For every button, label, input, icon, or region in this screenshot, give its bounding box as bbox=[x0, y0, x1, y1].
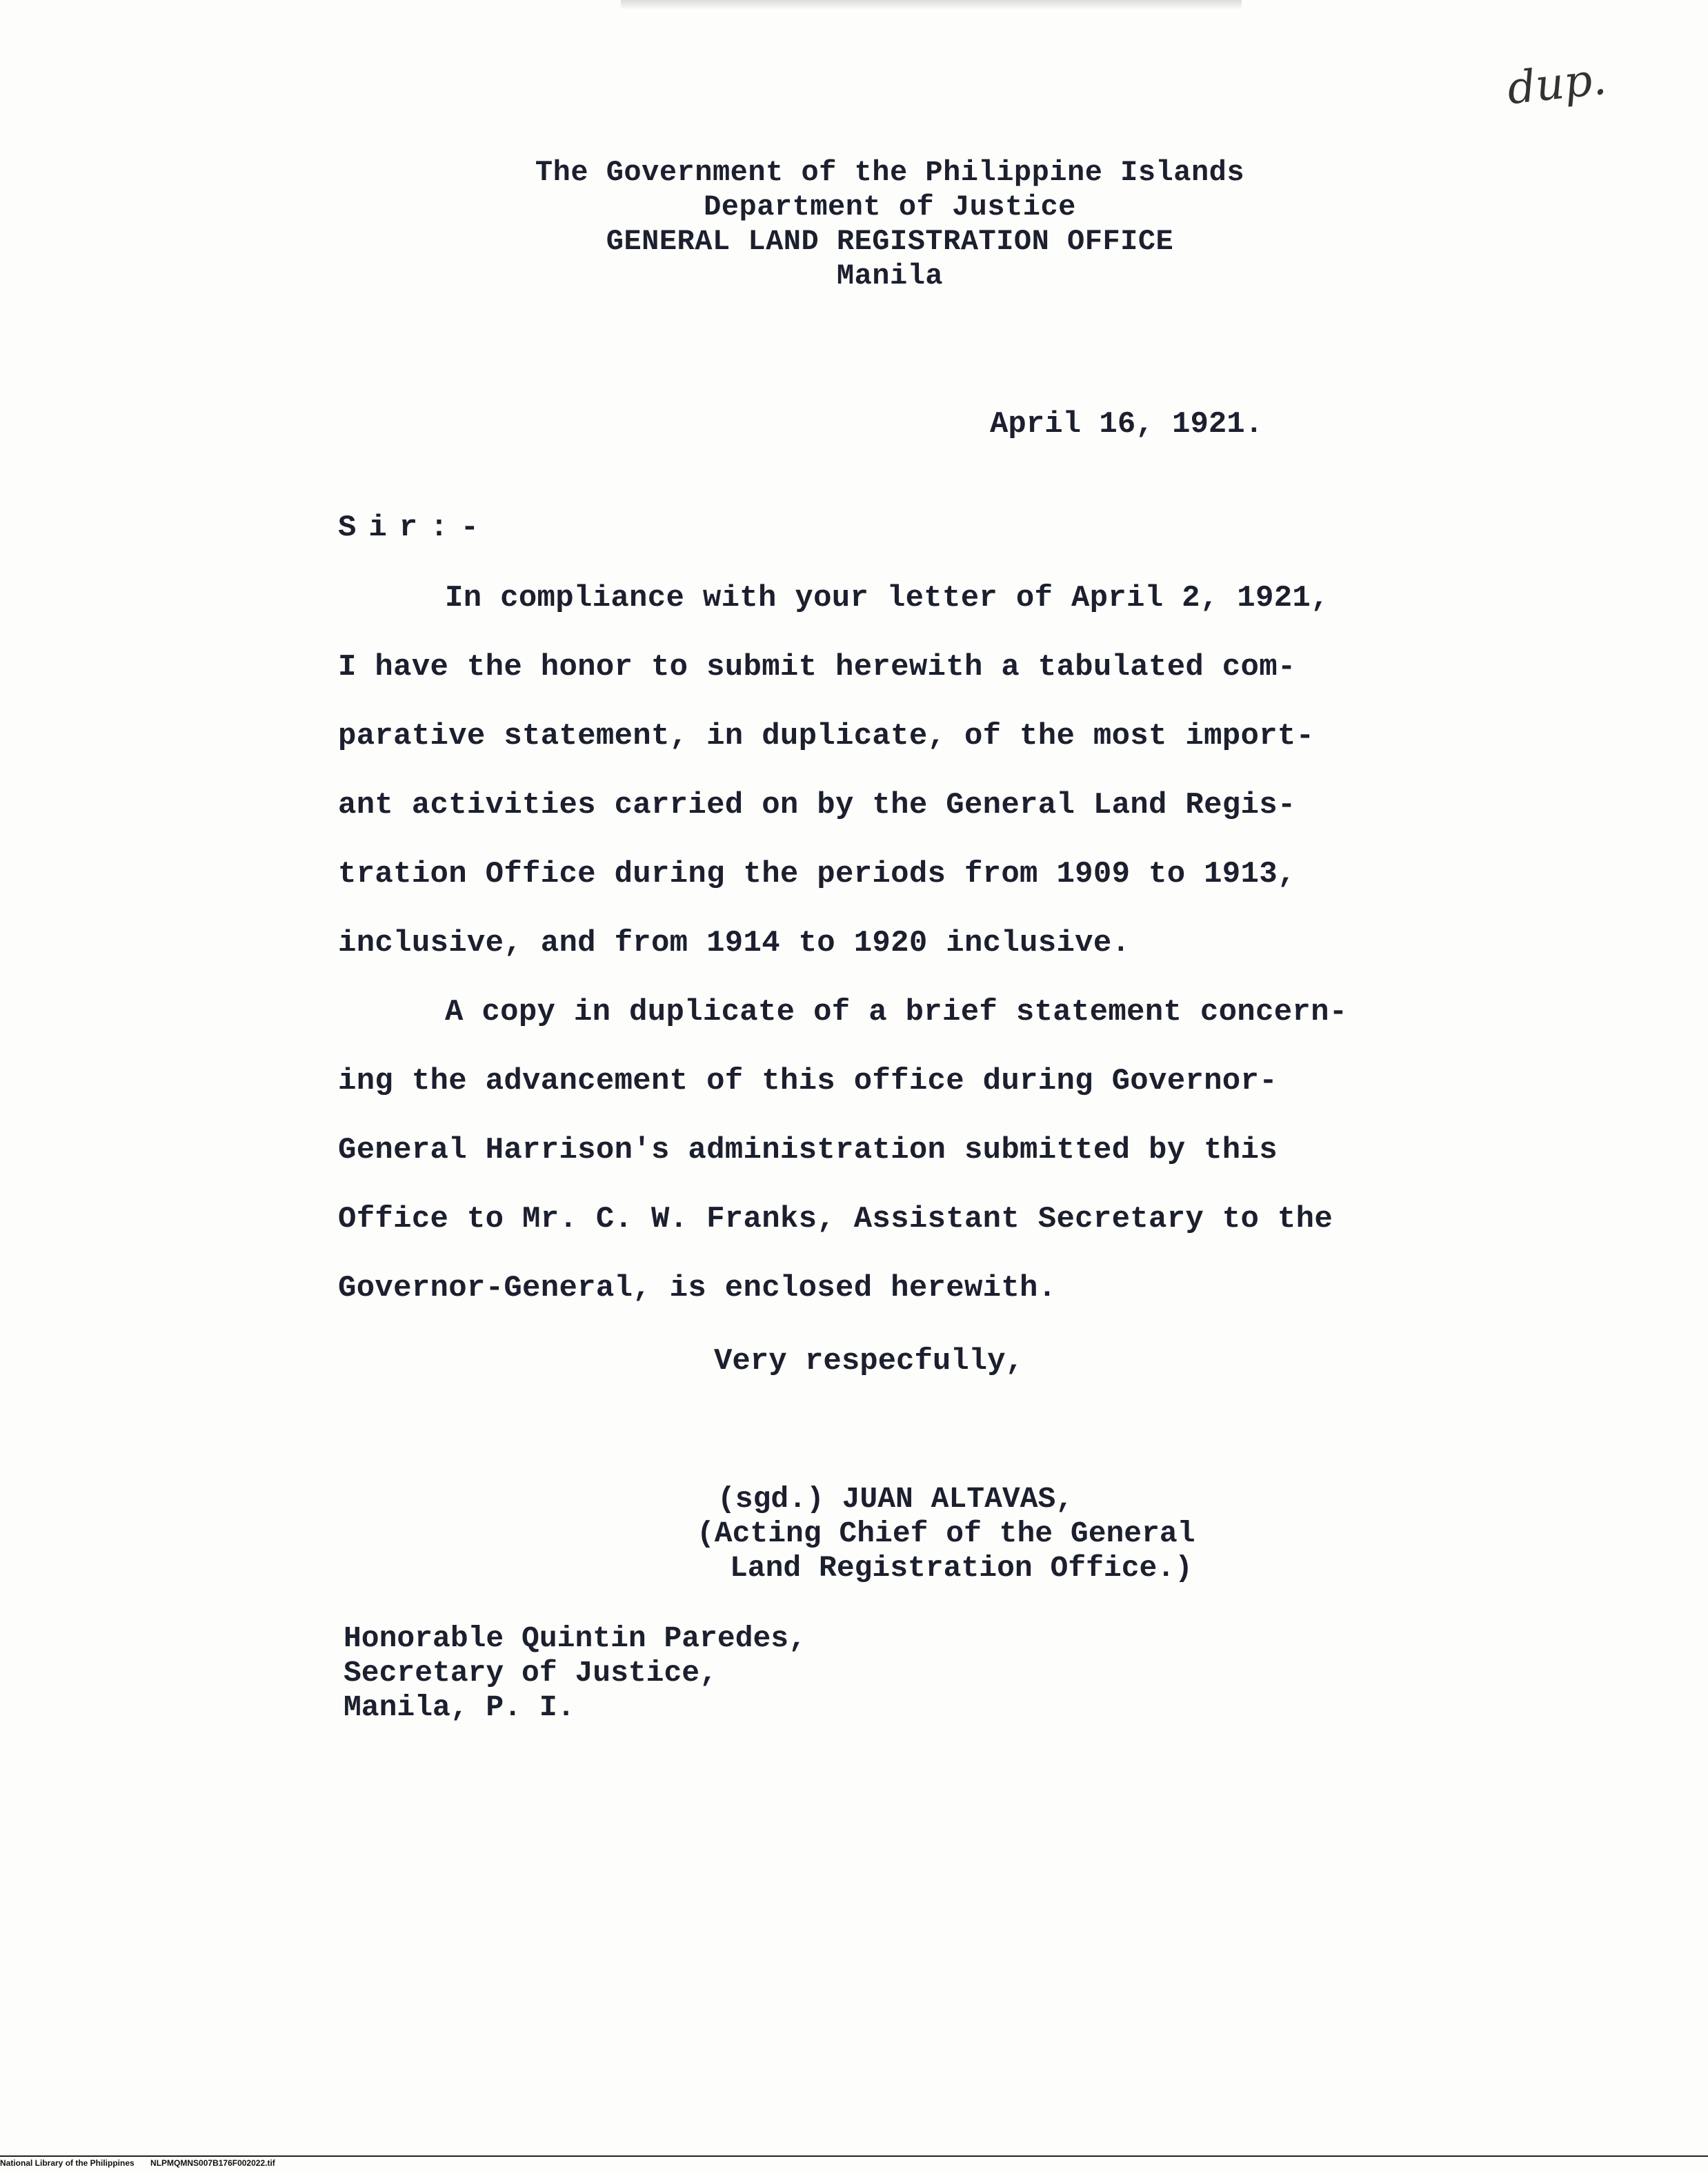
footer-institution: National Library of the Philippines bbox=[0, 2158, 135, 2168]
body-line: A copy in duplicate of a brief statement concern- bbox=[445, 995, 1348, 1029]
addressee-block bbox=[344, 1621, 806, 1725]
letterhead-government: The Government of the Philippine Islands bbox=[535, 156, 1245, 189]
letterhead-office: GENERAL LAND REGISTRATION OFFICE bbox=[606, 225, 1174, 258]
letter-date: April 16, 1921. bbox=[990, 407, 1264, 442]
handwritten-annotation: dup. bbox=[1505, 53, 1609, 115]
letterhead bbox=[483, 155, 1297, 293]
addressee-title: Secretary of Justice, bbox=[344, 1656, 717, 1690]
footer-filename: NLPMQMNS007B176F002022.tif bbox=[150, 2158, 275, 2168]
addressee-name: Honorable Quintin Paredes, bbox=[344, 1621, 806, 1655]
signature-block bbox=[697, 1482, 1195, 1586]
body-line: ant activities carried on by the General Land Regis- bbox=[338, 788, 1296, 822]
footer-rule bbox=[0, 2155, 1708, 2157]
scan-edge-shadow bbox=[621, 0, 1242, 10]
body-line: tration Office during the periods from 1909 to 1913, bbox=[338, 857, 1296, 891]
body-line: Governor-General, is enclosed herewith. bbox=[338, 1271, 1057, 1305]
letterhead-city: Manila bbox=[836, 259, 944, 293]
letterhead-department: Department of Justice bbox=[704, 190, 1076, 224]
body-line: Office to Mr. C. W. Franks, Assistant Secretary to the bbox=[338, 1202, 1333, 1236]
salutation: Sir:- bbox=[338, 511, 492, 545]
scan-footer bbox=[0, 2158, 289, 2172]
signature-title: (Acting Chief of the General bbox=[697, 1517, 1195, 1550]
signature-name: (sgd.) JUAN ALTAVAS, bbox=[717, 1482, 1074, 1516]
body-line: General Harrison's administration submitted by this bbox=[338, 1133, 1278, 1167]
body-line: inclusive, and from 1914 to 1920 inclusive. bbox=[338, 926, 1131, 960]
complimentary-closing: Very respecfully, bbox=[714, 1344, 1024, 1379]
signature-title-cont: Land Registration Office.) bbox=[730, 1551, 1193, 1585]
body-line: I have the honor to submit herewith a tabulated com- bbox=[338, 650, 1296, 684]
body-line: ing the advancement of this office during Governor- bbox=[338, 1064, 1278, 1098]
body-line: In compliance with your letter of April 2, 1921, bbox=[445, 581, 1329, 615]
addressee-location: Manila, P. I. bbox=[344, 1690, 575, 1724]
body-line: parative statement, in duplicate, of the most import- bbox=[338, 719, 1315, 753]
